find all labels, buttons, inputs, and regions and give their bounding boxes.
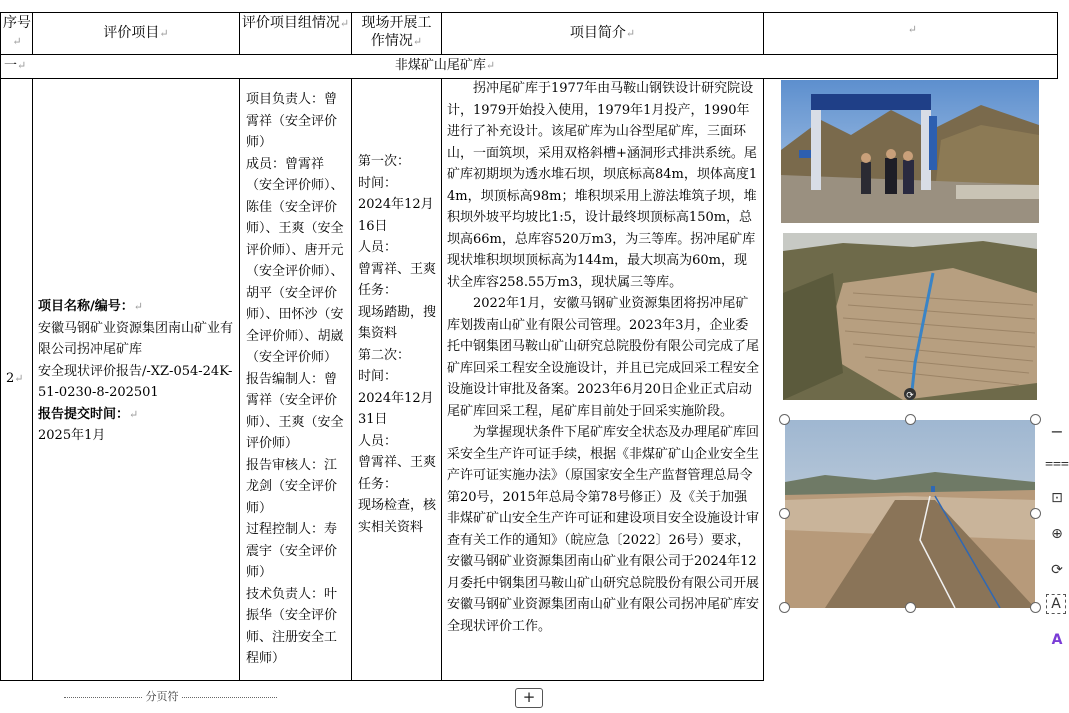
resize-handle-right[interactable] <box>1030 508 1041 519</box>
table-border-bottom <box>0 680 764 681</box>
team-line-5: 技术负责人：叶振华（安全评价师、注册安全工程师） <box>246 586 338 666</box>
team-cell <box>246 89 348 670</box>
resize-handle-bottom-left[interactable] <box>779 602 790 613</box>
header-item: 评价项目↵ <box>103 25 169 41</box>
item-name: 安徽马钢矿业资源集团南山矿业有限公司拐冲尾矿库 <box>38 320 234 357</box>
team-line-0: 项目负责人：曾霄祥（安全评价师） <box>246 92 338 150</box>
ai-assistant-icon[interactable]: A <box>1051 632 1063 648</box>
add-row-button[interactable]: + <box>515 688 543 708</box>
field-line-11: 曾霄祥、王爽 <box>358 455 437 470</box>
team-line-1: 成员：曾霄祥（安全评价师）、陈佳（安全评价师）、王爽（安全评价师）、唐开元（安全评价师）、胡平（安全评价师）、田怀沙（安全评价师）、胡崴（安全评价师） <box>246 156 344 365</box>
item-report: 安全现状评价报告/-XZ-054-24K-51-0230-8-202501 <box>38 363 233 400</box>
photo-tailings-entrance[interactable] <box>781 80 1039 223</box>
table-header-divider <box>0 54 1058 55</box>
resize-handle-top-left[interactable] <box>779 414 790 425</box>
zoom-icon[interactable]: ⊕ <box>1051 526 1063 542</box>
header-photos: ↵ <box>907 23 917 36</box>
row-seq: 2↵ <box>6 371 24 386</box>
field-line-5: 任务： <box>358 283 398 298</box>
crop-icon[interactable]: ⊡ <box>1051 490 1063 506</box>
col-divider-4b <box>441 78 442 681</box>
field-line-9: 2024年12月31日 <box>358 390 434 427</box>
header-intro: 项目简介↵ <box>569 25 636 41</box>
resize-handle-bottom[interactable] <box>905 602 916 613</box>
submit-date: 2025年1月 <box>38 428 106 443</box>
intro-cell <box>447 78 759 637</box>
header-seq: 序号↵ <box>3 15 31 48</box>
field-line-3: 人员： <box>358 240 398 255</box>
table-border-top <box>0 12 1058 13</box>
intro-paragraph-2: 为掌握现状条件下尾矿库安全状态及办理尾矿库回采安全生产许可证手续，根据《非煤矿矿山企业安全生产许可证实施办法》（原国家安全生产监督管理总局令第20号，2015年总局令第78号修正）及《关于加强非煤矿矿山安全生产许可证和建设项目安全设施设计审查有关工作的通知》（皖应急〔2022〕26号）要求，安徽马钢矿业资源集团南山矿业有限公司于2024年12月委托中钢集团马鞍山矿山研究总院股份有限公司开展安徽马钢矿业资源集团南山矿业有限公司拐冲尾矿库安全现状评价工作。 <box>447 425 760 634</box>
resize-handle-left[interactable] <box>779 508 790 519</box>
page-break-marker <box>64 688 277 704</box>
table-border-left <box>0 12 1 681</box>
page-break-label: 分页符 <box>145 690 179 703</box>
table-border-right <box>1057 12 1058 78</box>
resize-handle-top[interactable] <box>905 414 916 425</box>
field-line-8: 时间： <box>358 369 398 384</box>
photo-tailings-aerial[interactable] <box>783 233 1037 400</box>
header-field: 现场开展工作情况↵ <box>361 15 432 49</box>
rotate-icon[interactable]: ⟳ <box>1051 562 1063 578</box>
field-line-4: 曾霄祥、王爽 <box>358 261 437 277</box>
collapse-toolbar-icon[interactable]: − <box>1050 422 1064 441</box>
submit-label: 报告提交时间： <box>38 406 130 422</box>
item-cell: 项目名称/编号：↵ 安徽马钢矿业资源集团南山矿业有限公司拐冲尾矿库 安全现状评价报告/-XZ-054-24K-51-0230-8-202501 报告提交时间：↵ 2025年1月 <box>38 296 235 447</box>
field-line-7: 第二次： <box>358 347 411 363</box>
field-line-2: 2024年12月16日 <box>358 197 434 234</box>
item-name-label: 项目名称/编号： <box>38 299 134 314</box>
intro-paragraph-0: 拐冲尾矿库于1977年由马鞍山钢铁设计研究院设计，1979开始投入使用，1979年1月投产，1990年进行了补充设计。该尾矿库为山谷型尾矿库，三面环山，一面筑坝，采用双格斜槽+涵洞形式排洪系统。尾矿库初期坝为透水堆石坝，坝底标高84m，坝体高度14m，坝顶标高98m；堆积坝采用上游法堆筑子坝，堆积坝外坡平均坡比1:5，设计最终坝顶标高150m，总坝高66m，总库容520万m3，为三等库。拐冲尾矿库现状堆积坝坝顶标高为144m，最大坝高为60m，现状全库容258.55万m3，现状属三等库。 <box>447 81 758 290</box>
team-line-2: 报告编制人：曾霄祥（安全评价师）、王爽（安全评价师） <box>246 371 344 451</box>
resize-handle-bottom-right[interactable] <box>1030 602 1041 613</box>
text-wrap-icon[interactable]: ⩶ <box>1045 455 1069 471</box>
col-divider-2b <box>239 78 240 681</box>
col-divider-1b <box>32 78 33 681</box>
field-line-12: 任务： <box>358 476 398 492</box>
team-line-3: 报告审核人：江龙剑（安全评价师） <box>246 457 338 516</box>
section-number: 一↵ <box>4 58 27 73</box>
photo-tailings-dam-crest[interactable] <box>785 420 1035 608</box>
field-line-1: 时间： <box>358 175 398 191</box>
col-divider-3b <box>351 78 352 681</box>
header-team: 评价项目组情况↵ <box>241 15 350 31</box>
field-line-0: 第一次： <box>358 154 411 169</box>
resize-handle-top-right[interactable] <box>1030 414 1041 425</box>
intro-paragraph-1: 2022年1月，安徽马钢矿业资源集团将拐冲尾矿库划拨南山矿业有限公司管理。2023年3月，企业委托中钢集团马鞍山矿山研究总院股份有限公司完成了尾矿库回采工程安全设施设计，并且已完成回采工程安全设施设计审批及备案。2023年6月20日企业正式启动尾矿库回采工程，尾矿库目前处于回采实施阶段。 <box>447 296 760 419</box>
field-line-10: 人员： <box>358 433 398 449</box>
field-cell <box>358 151 438 538</box>
field-line-6: 现场踏勘，搜集资料 <box>358 304 437 341</box>
section-title: 非煤矿山尾矿库↵ <box>394 58 496 73</box>
team-line-4: 过程控制人：寿震宇（安全评价师） <box>246 522 338 580</box>
field-line-13: 现场检查，核实相关资料 <box>358 498 437 535</box>
svg-text:⟳: ⟳ <box>906 391 914 400</box>
col-divider-5b <box>763 78 764 681</box>
ocr-icon[interactable]: A <box>1046 594 1066 614</box>
